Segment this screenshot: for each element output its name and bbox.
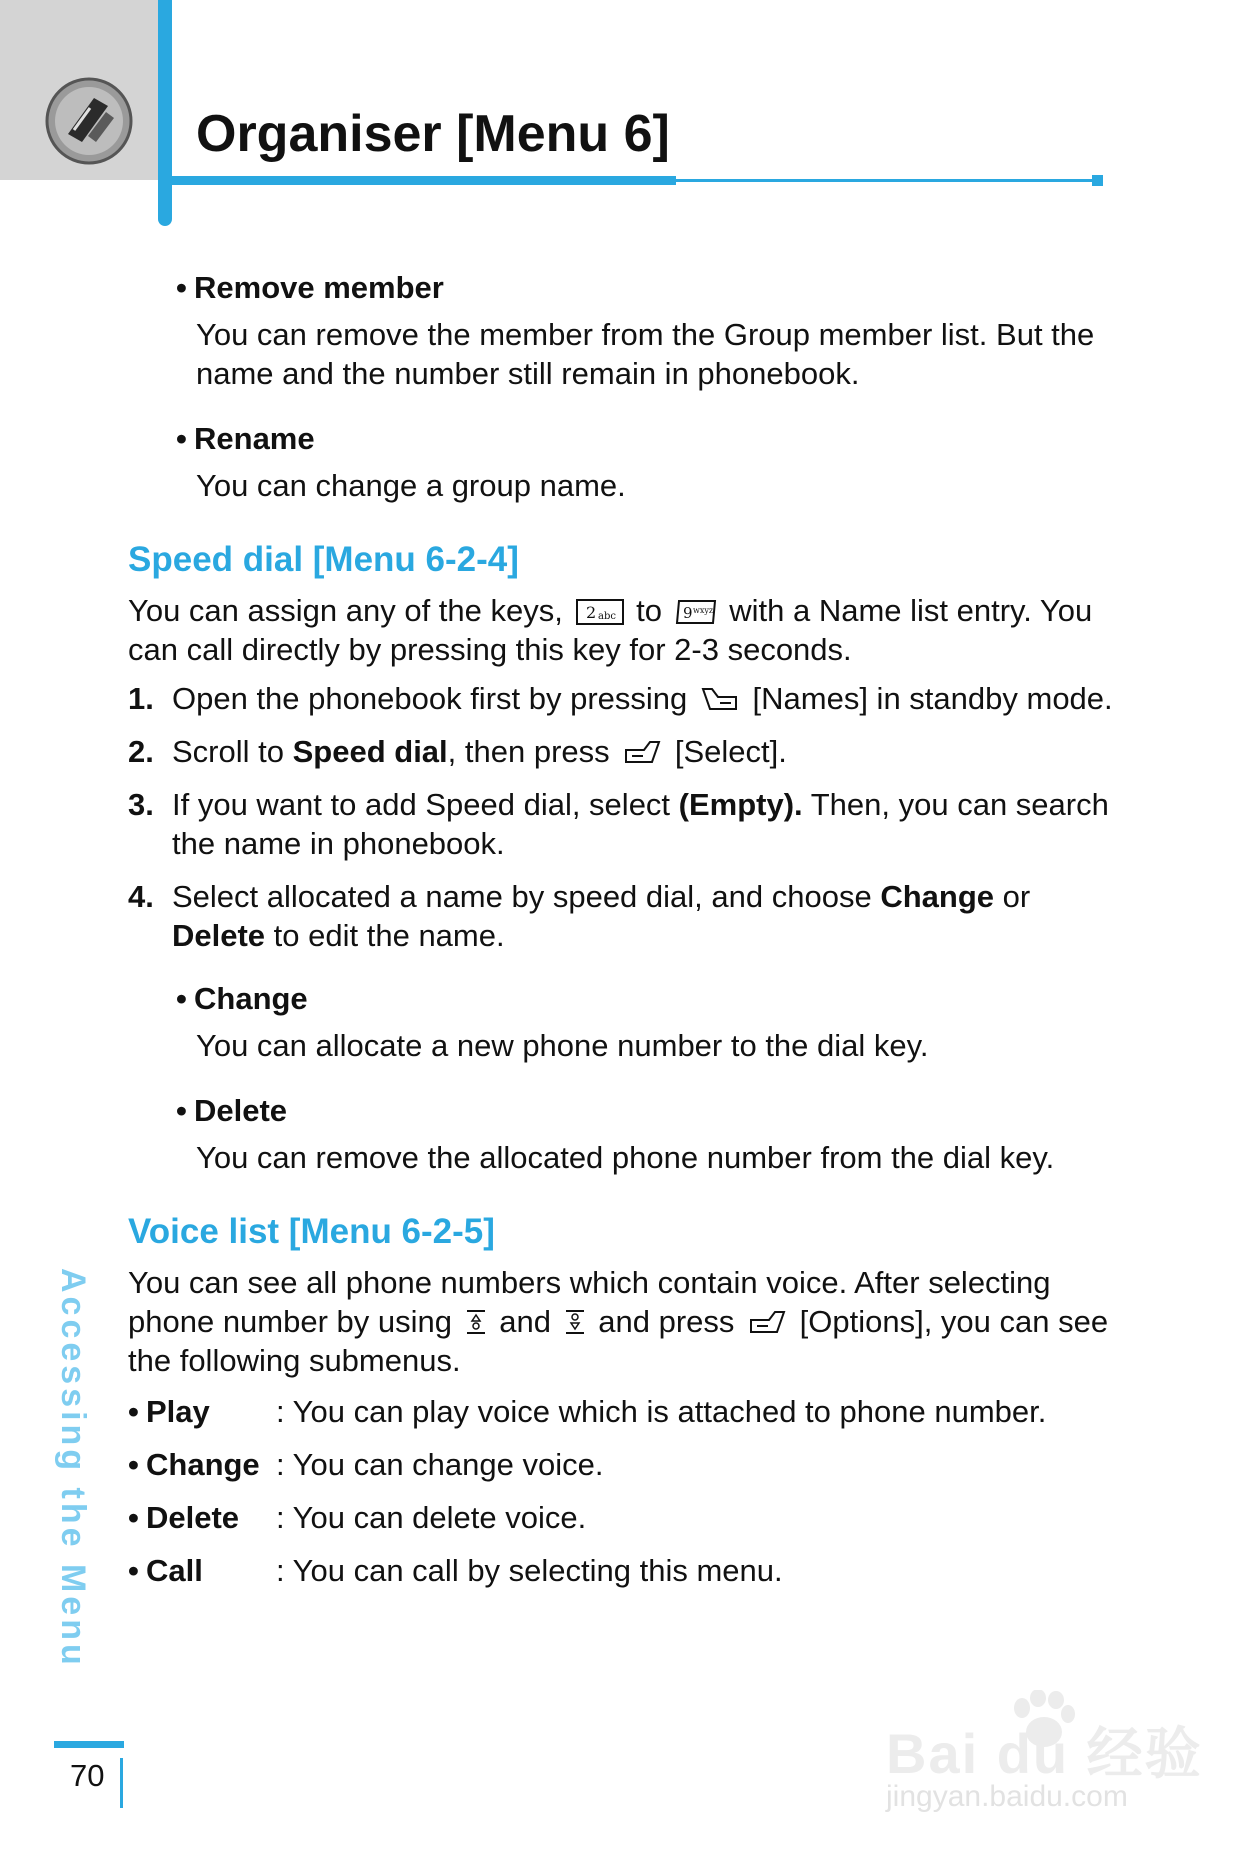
voice-option-play: • Play : You can play voice which is attached to phone number. [128, 1394, 1047, 1429]
page-number: 70 [70, 1758, 105, 1793]
option-rename: • Rename You can change a group name. [176, 419, 1128, 505]
step-2: 2. Scroll to Speed dial, then press [Select]. [128, 734, 787, 769]
speed-dial-steps [128, 679, 1128, 955]
step-3: 3. If you want to add Speed dial, select (Empty). Then, you can search the name in phonebook. [128, 787, 1109, 861]
svg-text:wxyz: wxyz [692, 606, 713, 615]
option-desc: You can remove the member from the Group member list. But the name and the number still remain in phonebook. [196, 317, 1095, 391]
page-number-rule [120, 1758, 123, 1808]
voice-list-options [128, 1392, 1128, 1590]
names-softkey-icon [700, 685, 740, 713]
header-vertical-bar [158, 0, 172, 226]
key-2-icon [576, 599, 624, 625]
step-1: 1. Open the phonebook first by pressing [Names] in standby mode. [128, 681, 1113, 716]
svg-text:abc: abc [597, 611, 616, 622]
option-name: Delete [194, 1093, 288, 1128]
speed-dial-heading: Speed dial [Menu 6-2-4] [128, 540, 519, 579]
page-content [128, 268, 1128, 1604]
voice-option-delete: • Delete : You can delete voice. [128, 1500, 587, 1535]
option-desc: You can remove the allocated phone number from the dial key. [196, 1140, 1055, 1175]
voice-option-call: • Call : You can call by selecting this menu. [128, 1553, 783, 1588]
title-rule-end [1092, 175, 1103, 186]
speed-dial-intro: You can assign any of the keys, 2 abc to 9 wxyz with a Name list entry. You can call directly by pressing this key for 2-3 seconds. [128, 593, 1093, 667]
option-name: Rename [194, 421, 315, 456]
option-delete: • Delete You can remove the allocated phone number from the dial key. [176, 1091, 1128, 1177]
option-change: • Change You can allocate a new phone number to the dial key. [176, 979, 1128, 1065]
option-desc: You can allocate a new phone number to the dial key. [196, 1028, 929, 1063]
key-9-icon [675, 599, 717, 625]
option-name: Remove member [194, 270, 444, 305]
option-name: Change [194, 981, 308, 1016]
title-underline [172, 176, 676, 185]
down-nav-key-icon [564, 1308, 586, 1336]
option-desc: You can change a group name. [196, 468, 626, 503]
organiser-logo-icon [44, 76, 134, 166]
svg-text:9: 9 [682, 604, 693, 622]
up-nav-key-icon [465, 1308, 487, 1336]
voice-list-intro: You can see all phone numbers which contain voice. After selecting phone number by using and and press [Options], you can see the following submenus. [128, 1265, 1109, 1378]
step-4: 4. Select allocated a name by speed dial, and choose Change or Delete to edit the name. [128, 879, 1031, 953]
side-tab-label: Accessing the Menu [54, 1268, 92, 1669]
option-remove-member: • Remove member You can remove the member from the Group member list. But the name and the number still remain in phonebook. [176, 268, 1128, 393]
watermark-url: jingyan.baidu.com [886, 1780, 1128, 1813]
voice-option-change: • Change : You can change voice. [128, 1447, 604, 1482]
watermark-logo: Bai du 经验 [886, 1722, 1203, 1785]
select-softkey-icon [622, 738, 662, 766]
page-title: Organiser [Menu 6] [196, 105, 670, 163]
svg-text:2: 2 [585, 603, 596, 622]
voice-list-heading: Voice list [Menu 6-2-5] [128, 1212, 495, 1251]
page-number-bar [54, 1741, 124, 1748]
title-rule [676, 179, 1096, 182]
options-softkey-icon [747, 1308, 787, 1336]
